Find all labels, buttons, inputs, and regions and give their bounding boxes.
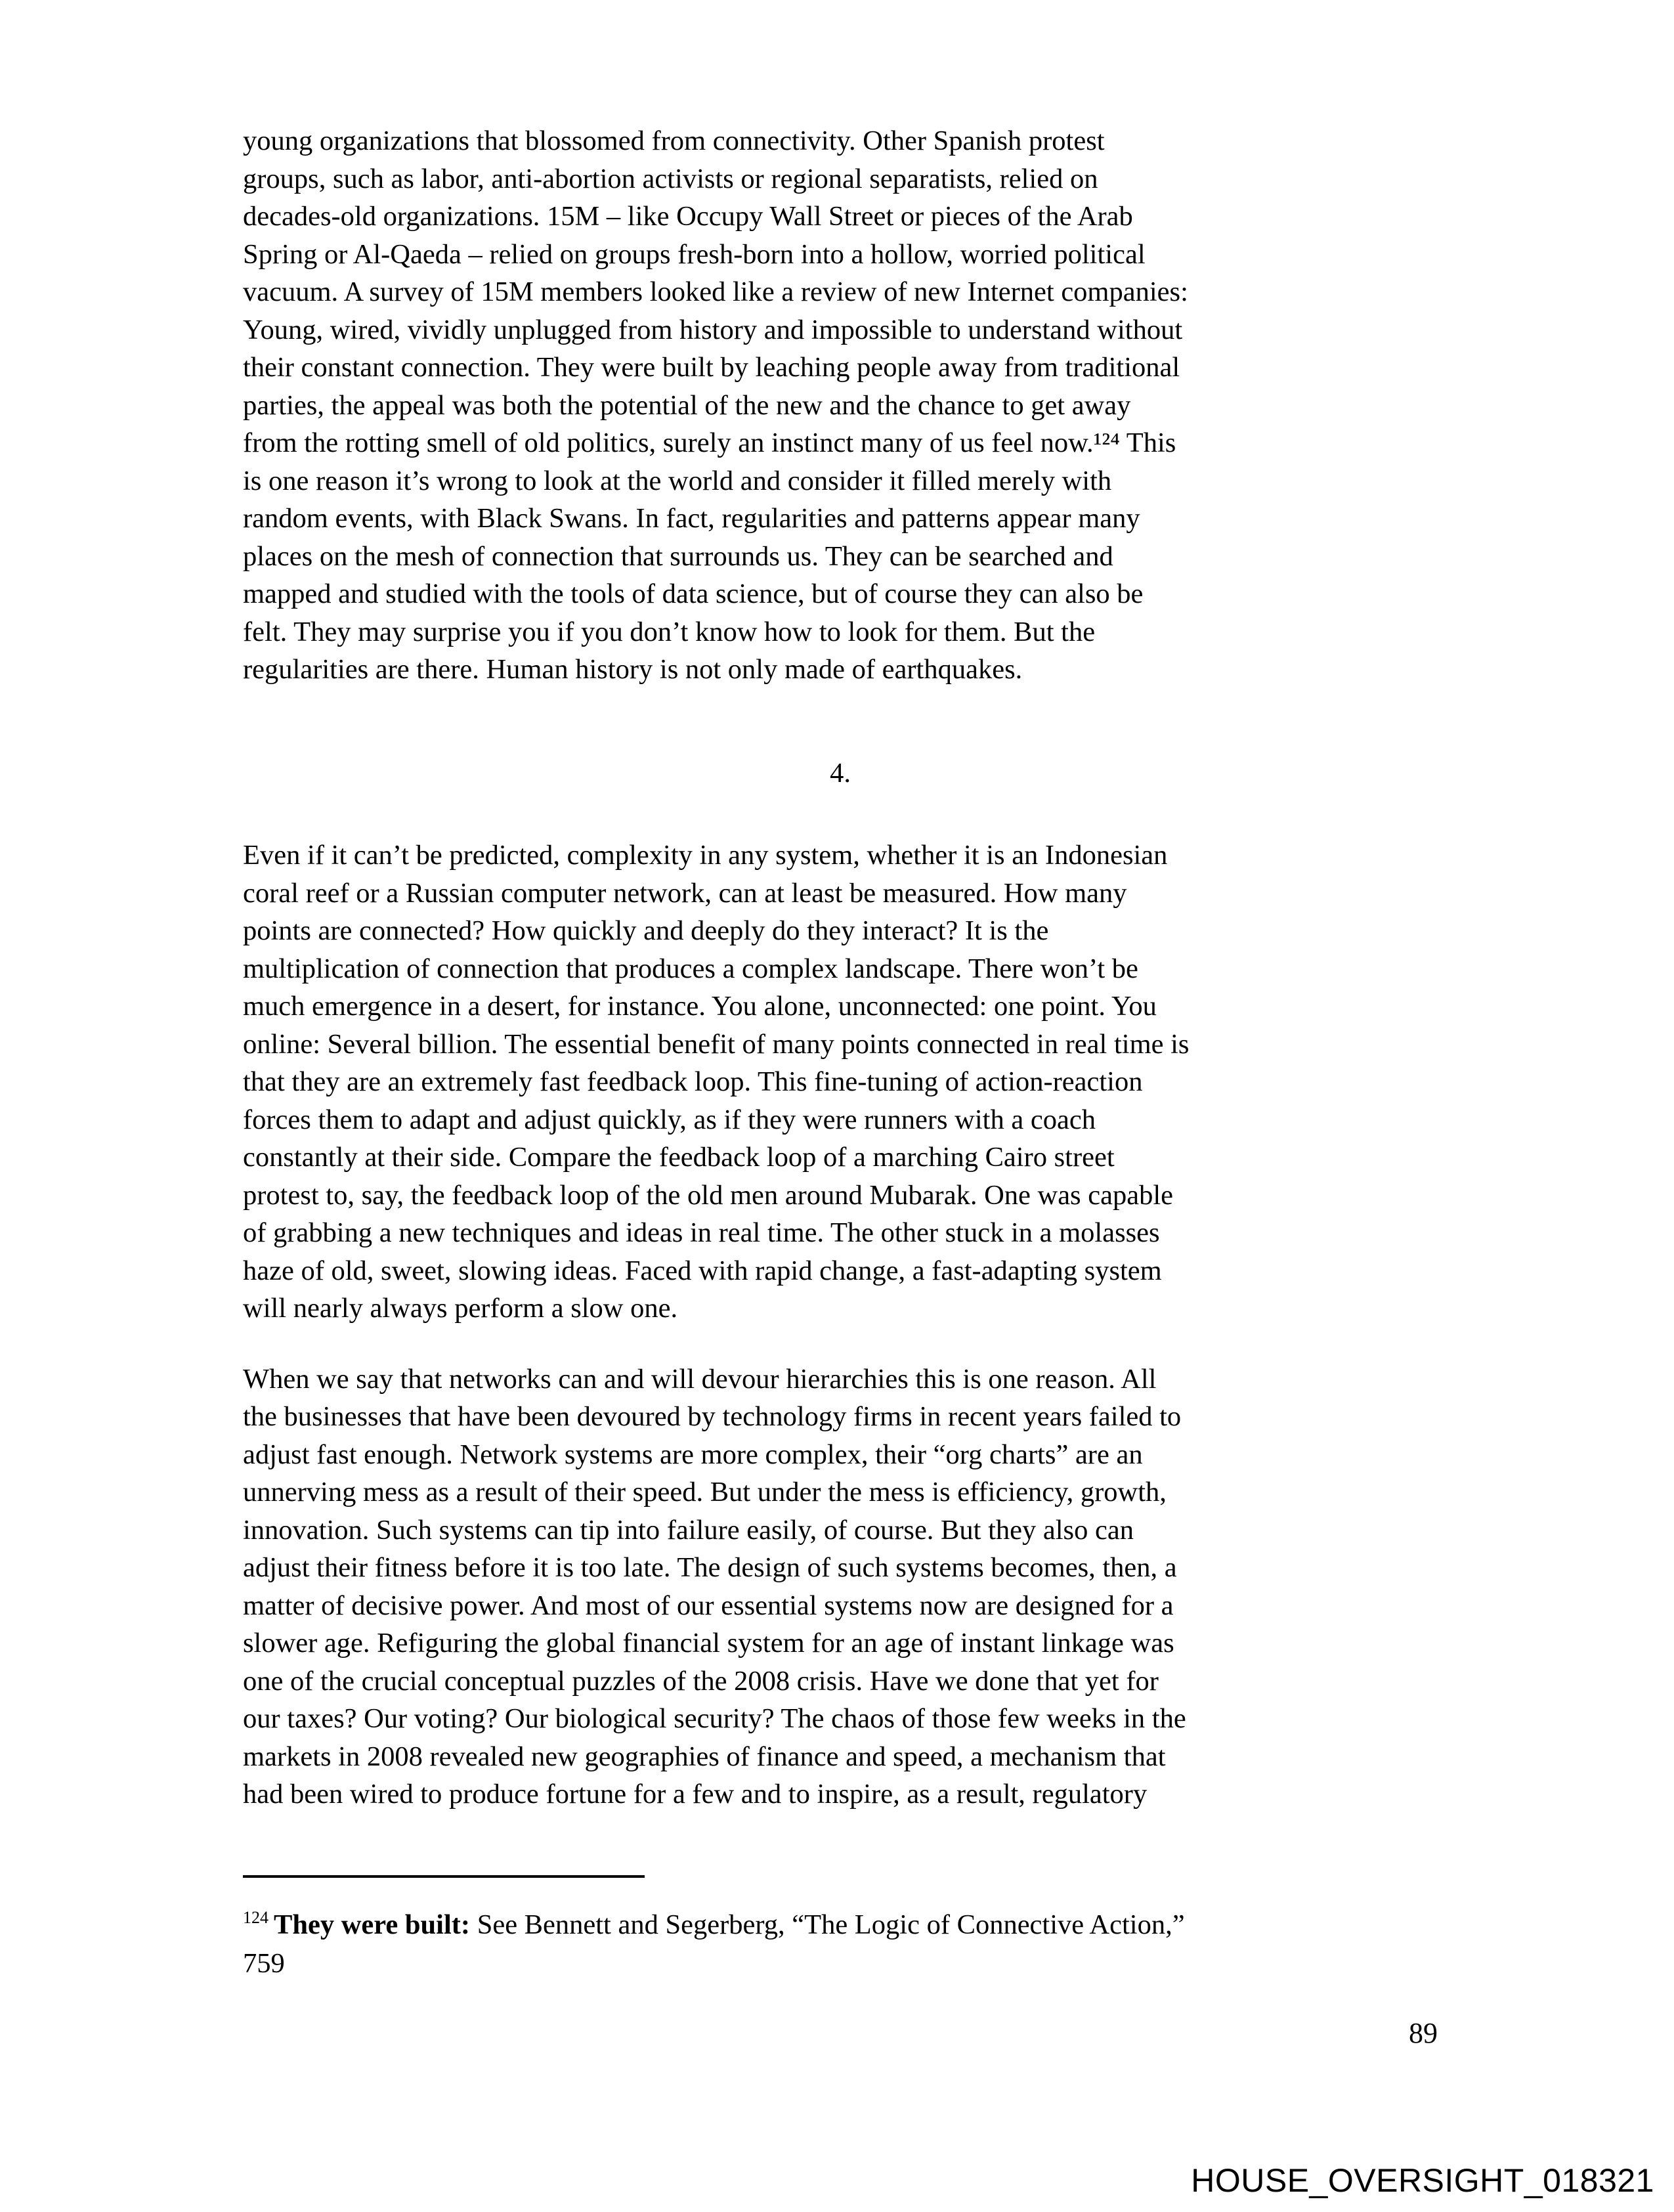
footnote-divider — [243, 1875, 645, 1878]
paragraph: young organizations that blossomed from connectivity. Other Spanish protest groups, such as labor, anti-abortion activists or regional separatists, relied on decades-old organizations. 15M – like Occupy Wall Street or pieces of the Arab Spring or Al-Qaeda – relied on groups fresh-born into a hollow, worried political vacuum. A survey of 15M members looked like a review of new Internet companies: Young, wired, vividly unplugged from history and impossible to understand without their constant connection. They were built by leaching people away from traditional parties, the appeal was both the potential of the new and the chance to get away from the rotting smell of old politics, surely an instinct many of us feel now.¹²⁴ This is one reason it’s wrong to look at the world and consider it filled merely with random events, with Black Swans. In fact, regularities and patterns appear many places on the mesh of connection that surrounds us. They can be searched and mapped and studied with the tools of data science, but of course they can also be felt. They may surprise you if you don’t know how to look for them. But the regularities are there. Human history is not only made of earthquakes. — [243, 125, 1188, 685]
footnote-text — [243, 1905, 1438, 1944]
footnote-body: See Bennett and Segerberg, “The Logic of Connective Action,” — [470, 1909, 1185, 1940]
page-text — [243, 122, 1438, 1846]
bates-stamp: HOUSE_OVERSIGHT_018321 — [1191, 2162, 1654, 2199]
paragraph: Even if it can’t be predicted, complexity in any system, whether it is an Indonesian coral reef or a Russian computer network, can at least be measured. How many points are connected? How quickly and deeply do they interact? It is the multiplication of connection that produces a complex landscape. There won’t be much emergence in a desert, for instance. You alone, unconnected: one point. You online: Several billion. The essential benefit of many points connected in real time is that they are an extremely fast feedback loop. This fine-tuning of action-reaction forces them to adapt and adjust quickly, as if they were runners with a coach constantly at their side. Compare the feedback loop of a marching Cairo street protest to, say, the feedback loop of the old men around Mubarak. One was capable of grabbing a new techniques and ideas in real time. The other stuck in a molasses haze of old, sweet, slowing ideas. Faced with rapid change, a fast-adapting system will nearly always perform a slow one. — [243, 840, 1190, 1324]
footnote-marker: 124 — [243, 1908, 268, 1927]
footnote-second-line: 759 — [243, 1948, 285, 1979]
footnote — [243, 1875, 1438, 1983]
section-heading: 4. — [830, 757, 851, 789]
page-number: 89 — [1409, 2017, 1438, 2049]
footnote-lead: They were built: — [274, 1909, 471, 1940]
paragraph: When we say that networks can and will devour hierarchies this is one reason. All the businesses that have been devoured by technology firms in recent years failed to adjust fast enough. Network systems are more complex, their “org charts” are an unnerving mess as a result of their speed. But under the mess is efficiency, growth, innovation. Such systems can tip into failure easily, of course. But they also can adjust their fitness before it is too late. The design of such systems becomes, then, a matter of decisive power. And most of our essential systems now are designed for a slower age. Refiguring the global financial system for an age of instant linkage was one of the crucial conceptual puzzles of the 2008 crisis. Have we done that yet for our taxes? Our voting? Our biological security? The chaos of those few weeks in the markets in 2008 revealed new geographies of finance and speed, a mechanism that had been wired to produce fortune for a few and to inspire, as a result, regulatory — [243, 1363, 1186, 1810]
